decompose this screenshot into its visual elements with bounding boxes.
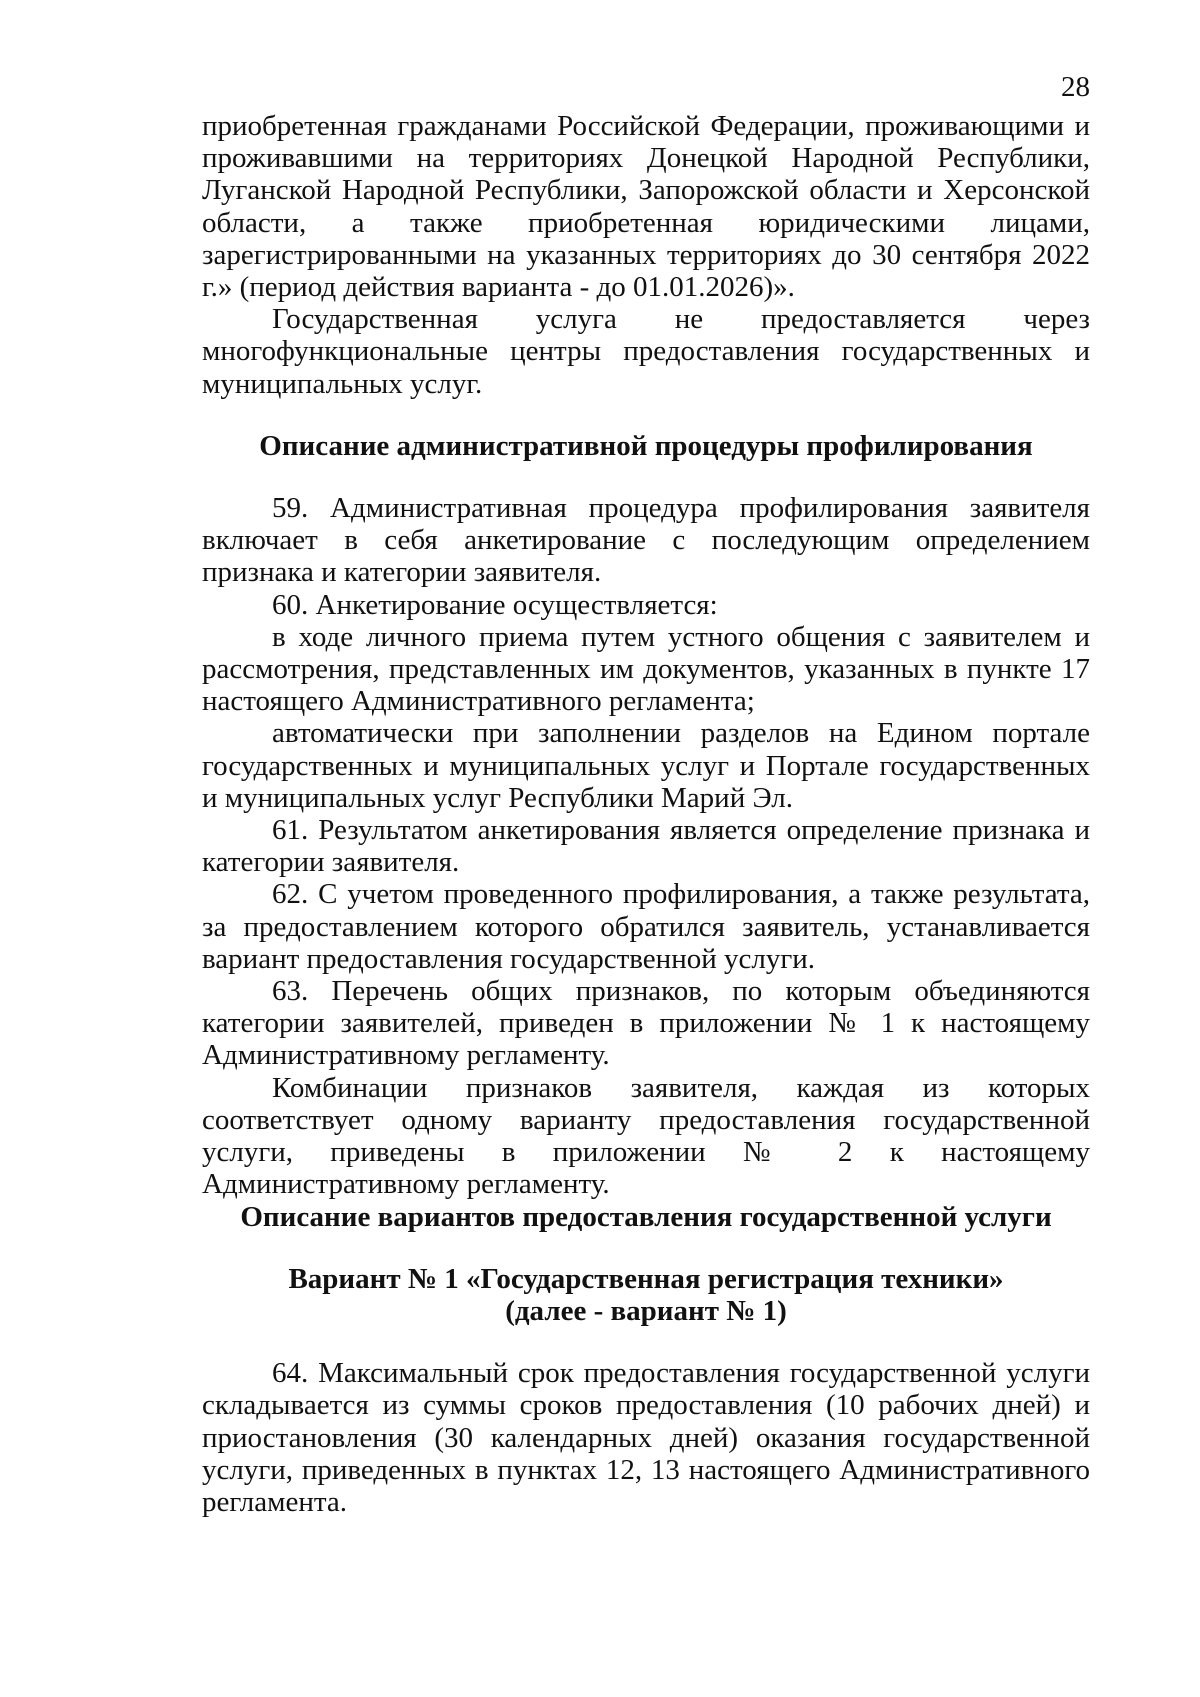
page-number: 28 [1061,71,1090,103]
paragraph-60: 60. Анкетирование осуществляется: [272,588,718,621]
paragraph-64: 64. Максимальный срок предоставления государственной услуги складывается из суммы сроков предоставления (10 рабочих дней) и приостановления (30 календарных дней) оказания государственной услуги, приведенных в пунктах 12, 13 настоящего Административного регламента. [202,1357,1090,1518]
paragraph-63: 63. Перечень общих признаков, по которым объединяются категории заявителей, приведен в приложении № 1 к настоящему Административному регламенту. [202,975,1090,1072]
paragraph-59: 59. Административная процедура профилирования заявителя включает в себя анкетирование с последующим определением признака и категории заявителя. [202,492,1090,589]
variant-1-title: Вариант № 1 «Государственная регистрация техники» [288,1262,1004,1295]
paragraph-61: 61. Результатом анкетирования является определение признака и категории заявителя. [202,814,1090,879]
paragraph-60-item-automatic: автоматически при заполнении разделов на Едином портале государственных и муниципальных услуг и Портале государственных и муниципальных услуг Республики Марий Эл. [202,717,1090,814]
section-heading-variants: Описание вариантов предоставления государственной услуги [240,1200,1052,1233]
paragraph-62: 62. С учетом проведенного профилирования, а также результата, за предоставлением которого обратился заявитель, устанавливается вариант предоставления государственной услуги. [202,878,1090,975]
paragraph-intro-continuation: приобретенная гражданами Российской Федерации, проживающими и проживавшими на территориях Донецкой Народной Республики, Луганской Народной Республики, Запорожской области и Херсонской области, а также приобретенная юридическими лицами, зарегистрированными на указанных территориях до 30 сентября 2022 г.» (период действия варианта - до 01.01.2026)». [202,110,1090,304]
paragraph-mfc-notice: Государственная услуга не предоставляется через многофункциональные центры предоставления государственных и муниципальных услуг. [202,303,1090,400]
document-body [202,110,1090,1518]
section-heading-profiling: Описание административной процедуры профилирования [259,429,1033,462]
paragraph-60-item-personal: в ходе личного приема путем устного общения с заявителем и рассмотрения, представленных им документов, указанных в пункте 17 настоящего Административного регламента; [202,620,1090,718]
variant-1-subtitle: (далее - вариант № 1) [505,1294,787,1327]
paragraph-63-combinations: Комбинации признаков заявителя, каждая из которых соответствует одному варианту предоставления государственной услуги, приведены в приложении № 2 к настоящему Административному регламенту. [202,1071,1090,1201]
